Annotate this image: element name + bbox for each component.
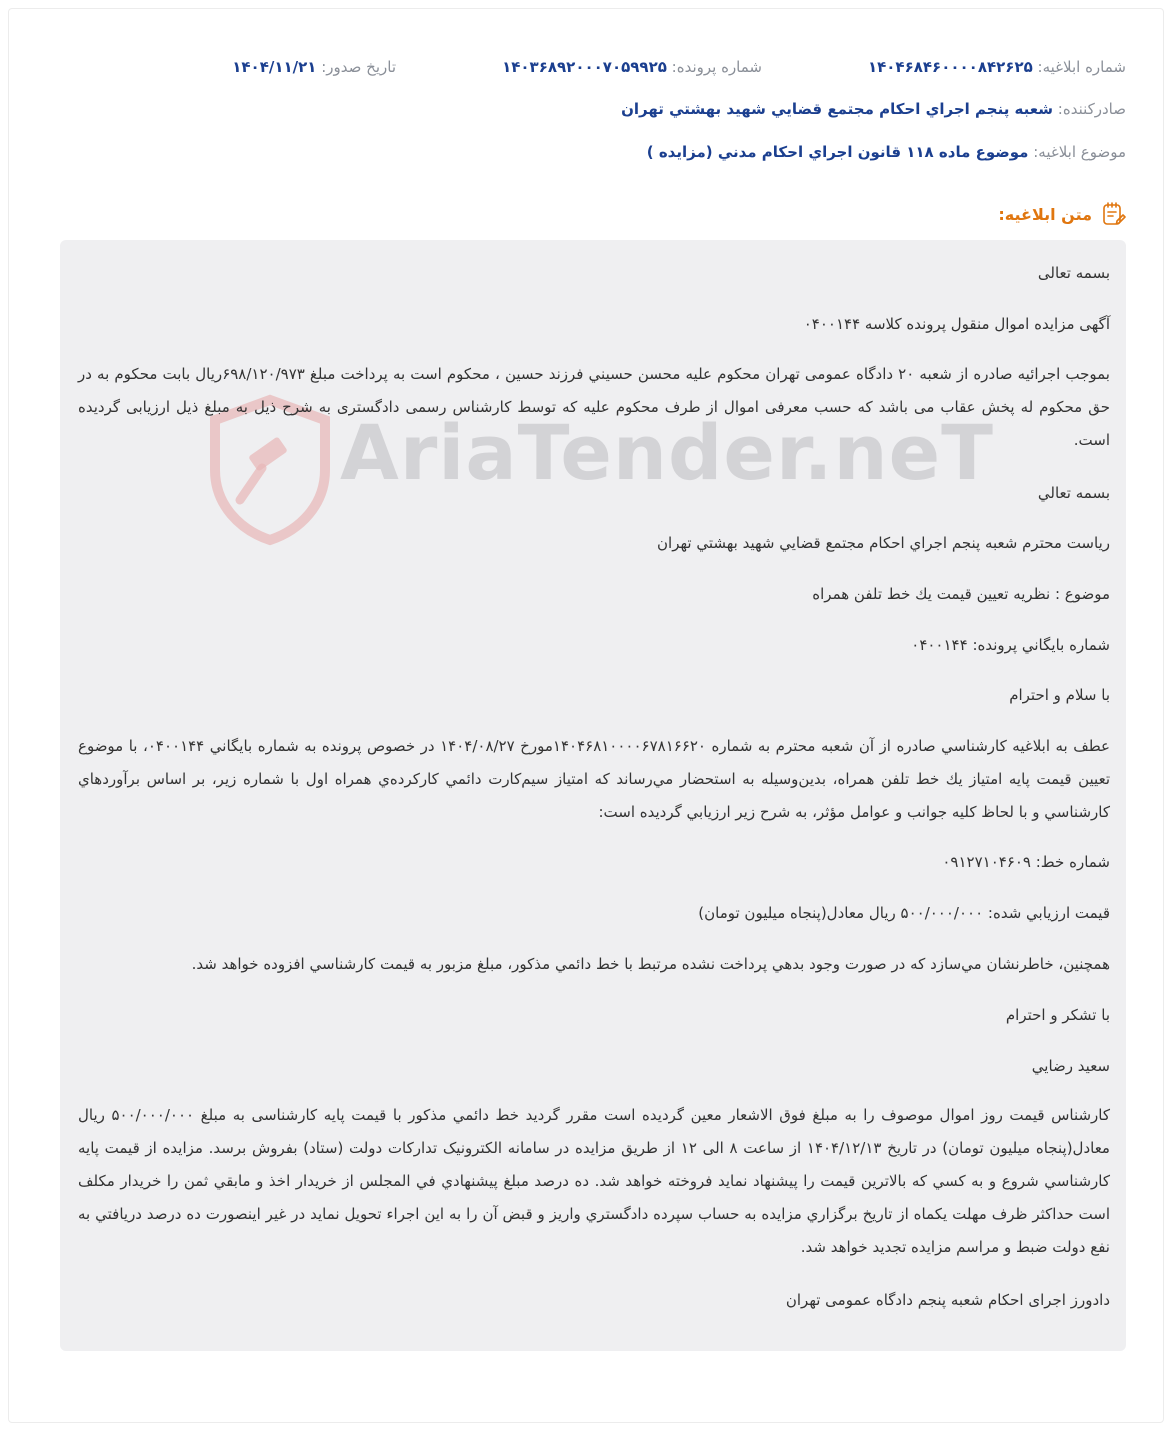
meta-row-issuer	[48, 100, 1126, 118]
body-line-4: بسمه تعالي	[1037, 484, 1110, 502]
body-line-16: دادورز اجرای احکام شعبه پنجم دادگاه عمومی تهران	[785, 1291, 1110, 1309]
body-line-10: شماره خط: ۰۹۱۲۷۱۰۴۶۰۹	[942, 853, 1110, 871]
case-number-value: ۱۴۰۳۶۸۹۲۰۰۰۷۰۵۹۹۲۵	[502, 58, 667, 76]
issue-date-label: تاريخ صدور:	[321, 58, 396, 76]
body-line-11: قيمت ارزيابي شده: ۵۰۰/۰۰۰/۰۰۰ ريال معادل(پنجاه ميليون تومان)	[698, 904, 1110, 922]
issue-date	[232, 58, 396, 76]
issue-date-value: ۱۴۰۴/۱۱/۲۱	[232, 58, 317, 76]
body-para-15: کارشناس قیمت روز اموال موصوف را به مبلغ فوق الاشعار معین گردیده است مقرر گردید خط دائمي مذكور با قیمت پایه کارشناسی به مبلغ ۵۰۰/۰۰۰/۰۰۰ ريال معادل(پنجاه ميليون تومان) در تاریخ ۱۴۰۴/۱۲/۱۳ از ساعت ۸ الی ۱۲ از طریق مزایده در سامانه الکترونیک تدارکات دولت (ستاد) بفروش برسد. مزايده از قيمت پايه كارشناسي شروع و به كسي كه بالاترين قيمت را پيشنهاد نمايد فروخته خواهد شد. ده درصد مبلغ پيشنهادي في المجلس از خريدار اخذ و مابقي ثمن را خريدار مكلف است حداكثر ظرف مهلت يكماه از تاريخ برگزاري مزايده به حساب سپرده دادگستري واريز و قبض آن را به این اجراء تحويل نمايد در غير اينصورت ده درصد دريافتي به نفع دولت ضبط و مراسم مزايده تجديد خواهد شد.	[78, 1106, 1111, 1256]
body-line-13: با تشكر و احترام	[1005, 1006, 1110, 1024]
watermark-text: AriaTender.neT	[340, 408, 994, 497]
body-line-2: آگهی مزایده اموال منقول پرونده کلاسه ۰۴۰۰۱۴۴	[803, 315, 1110, 333]
body-line-12: همچنين، خاطرنشان مي‌سازد كه در صورت وجود بدهي پرداخت نشده مرتبط با خط دائمي مذكور، مبلغ مزبور به قيمت كارشناسي افزوده خواهد شد.	[191, 955, 1110, 973]
meta-row-numbers	[48, 58, 1126, 82]
body-line-7: شماره بايگاني پرونده: ۰۴۰۰۱۴۴	[911, 636, 1110, 654]
body-line-5: رياست محترم شعبه پنجم اجراي احكام مجتمع قضايي شهيد بهشتي تهران	[657, 534, 1110, 552]
body-line-8: با سلام و احترام	[1009, 686, 1110, 704]
notice-number	[868, 58, 1126, 76]
meta-row-subject	[48, 143, 1126, 161]
subject-label: موضوع ابلاغيه:	[1033, 143, 1126, 161]
body-line-6: موضوع : نظريه تعيين قيمت يك خط تلفن همراه	[812, 585, 1110, 603]
case-number-label: شماره پرونده:	[671, 58, 762, 76]
issuer-value: شعبه پنجم اجراي احكام مجتمع قضايي شهيد بهشتي تهران	[621, 100, 1053, 118]
notice-number-label: شماره ابلاغيه:	[1037, 58, 1126, 76]
notice-number-value: ۱۴۰۴۶۸۴۶۰۰۰۰۸۴۲۶۲۵	[867, 58, 1033, 76]
body-line-14: سعيد رضايي	[1031, 1057, 1110, 1075]
notice-text-heading	[998, 201, 1126, 227]
body-para-9: عطف به ابلاغيه كارشناسي صادره از آن شعبه محترم به شماره ۱۴۰۴۶۸۱۰۰۰۰۶۷۸۱۶۶۲۰مورخ ۱۴۰۴/۰۸/۲۷ در خصوص پرونده به شماره بايگاني ۰۴۰۰۱۴۴، با موضوع تعيين قيمت پايه امتياز يك خط تلفن همراه، بدين‌وسيله به استحضار مي‌رساند كه امتياز سيم‌كارت دائمي كاركرده‌ي همراه اول با شماره زير، بر اساس برآوردهاي كارشناسي و با لحاظ كليه جوانب و عوامل مؤثر، به شرح زير ارزيابي گرديده است:	[78, 737, 1111, 821]
notice-text-title: متن ابلاغيه:	[998, 204, 1092, 224]
body-line-1: بسمه تعالی	[1037, 264, 1110, 282]
document-edit-icon	[1100, 201, 1126, 227]
issuer-label: صادرکننده:	[1057, 100, 1126, 118]
body-para-3: بموجب اجرائیه صادره از شعبه ۲۰ دادگاه عمومی تهران محکوم علیه محسن حسيني فرزند حسين ، محکوم است به پرداخت مبلغ ۶۹۸/۱۲۰/۹۷۳ریال بابت محکوم به در حق محکوم له پخش عقاب می باشد که حسب معرفی اموال از طرف محکوم علیه که توسط کارشناس رسمی دادگستری به شرح ذیل به مبلغ ذیل ارزیابی گردیده است.	[78, 365, 1110, 449]
case-number	[502, 58, 762, 76]
subject-value: موضوع ماده ۱۱۸ قانون اجراي احكام مدني (مزايده )	[646, 143, 1029, 161]
notice-content-box	[60, 240, 1126, 1351]
